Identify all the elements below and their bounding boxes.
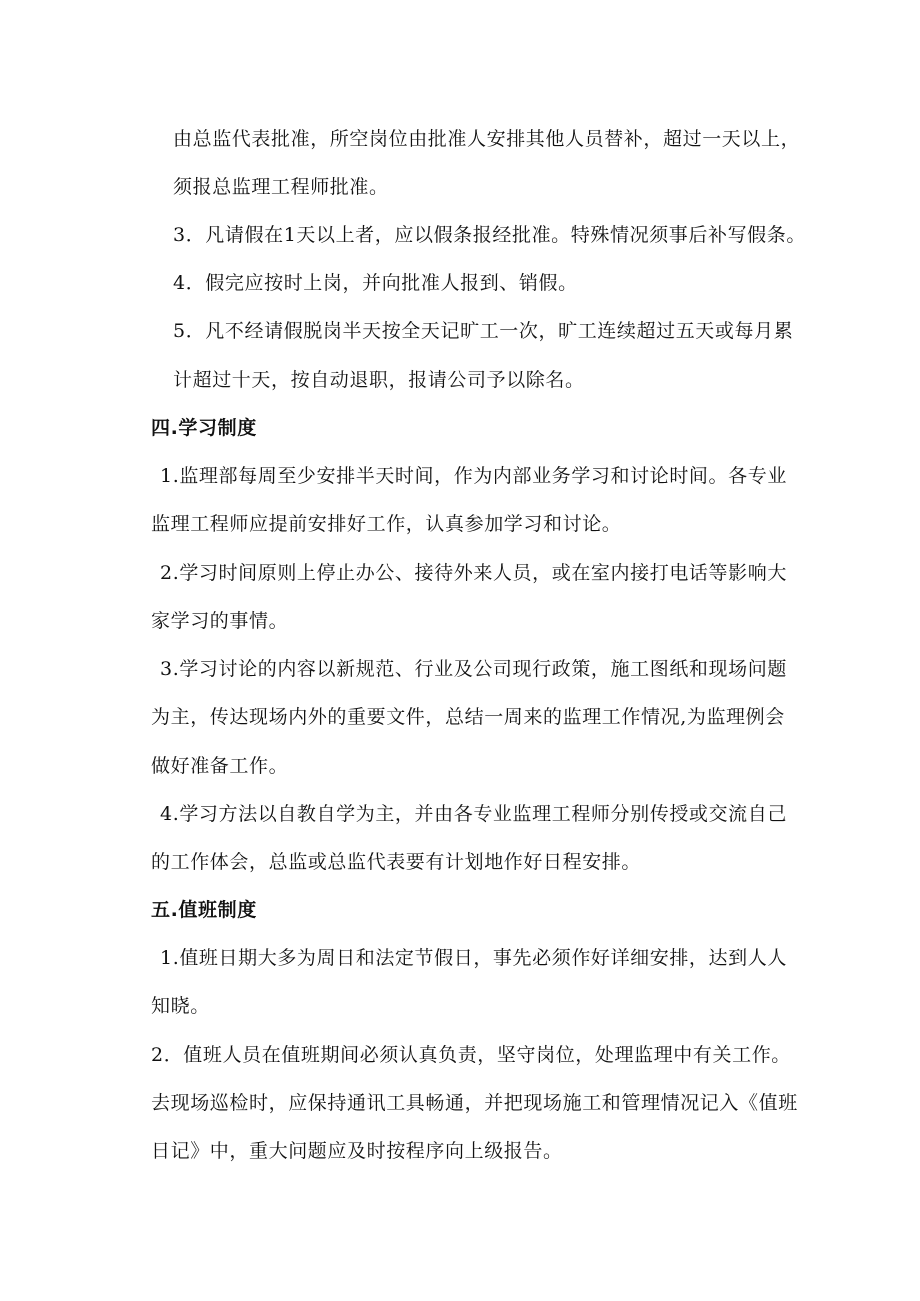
list-item: 4．假完应按时上岗，并向批准人报到、销假。 bbox=[173, 272, 578, 294]
text-line: 做好准备工作。 bbox=[151, 755, 289, 777]
text-line: 日记》中，重大问题应及时按程序向上级报告。 bbox=[151, 1140, 563, 1162]
text-line: 知晓。 bbox=[151, 995, 210, 1017]
text-line: 家学习的事情。 bbox=[151, 610, 289, 632]
section-heading: 四.学习制度 bbox=[151, 417, 257, 439]
text-line: 监理工程师应提前安排好工作，认真参加学习和讨论。 bbox=[151, 513, 622, 535]
list-item: 2．值班人员在值班期间必须认真负责，坚守岗位，处理监理中有关工作。 bbox=[151, 1044, 791, 1066]
list-item: 1.监理部每周至少安排半天时间，作为内部业务学习和讨论时间。各专业 bbox=[160, 465, 787, 487]
section-heading: 五.值班制度 bbox=[151, 899, 257, 921]
text-line: 由总监代表批准，所空岗位由批准人安排其他人员替补，超过一天以上， bbox=[173, 128, 801, 150]
list-item: 1.值班日期大多为周日和法定节假日，事先必须作好详细安排，达到人人 bbox=[160, 947, 787, 969]
list-item: 2.学习时间原则上停止办公、接待外来人员，或在室内接打电话等影响大 bbox=[160, 562, 787, 584]
text-line: 为主，传达现场内外的重要文件，总结一周来的监理工作情况,为监理例会 bbox=[151, 706, 785, 728]
list-item: 5．凡不经请假脱岗半天按全天记旷工一次，旷工连续超过五天或每月累 bbox=[173, 320, 794, 342]
list-item: 4.学习方法以自教自学为主，并由各专业监理工程师分别传授或交流自己 bbox=[160, 803, 787, 825]
text-line: 须报总监理工程师批准。 bbox=[173, 176, 389, 198]
text-line: 去现场巡检时，应保持通讯工具畅通，并把现场施工和管理情况记入《值班 bbox=[151, 1092, 798, 1114]
list-item: 3.学习讨论的内容以新规范、行业及公司现行政策，施工图纸和现场问题 bbox=[160, 658, 787, 680]
text-line: 计超过十天，按自动退职，报请公司予以除名。 bbox=[173, 369, 585, 391]
text-line: 的工作体会，总监或总监代表要有计划地作好日程安排。 bbox=[151, 851, 642, 873]
list-item: 3．凡请假在1天以上者，应以假条报经批准。特殊情况须事后补写假条。 bbox=[173, 224, 806, 246]
